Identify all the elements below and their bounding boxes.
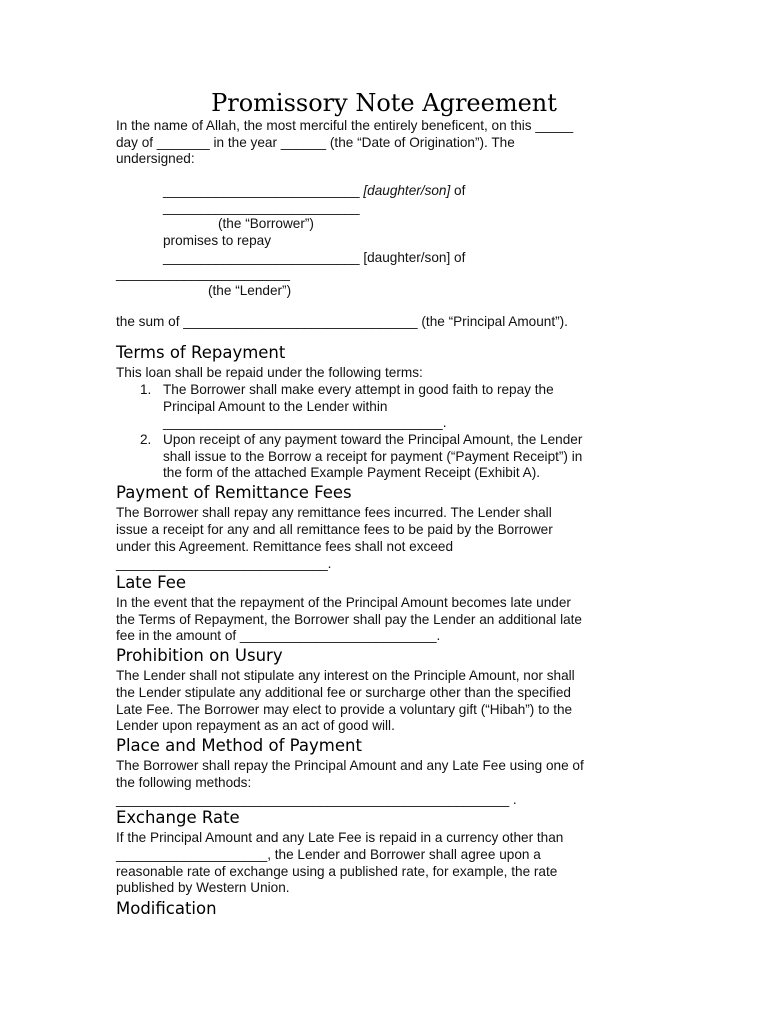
promise-text: promises to repay — [163, 233, 272, 248]
heading-modification: Modification — [116, 899, 217, 918]
heading-terms: Terms of Repayment — [116, 343, 286, 362]
terms-item-number: 1. — [140, 382, 152, 397]
usury-line: Late Fee. The Borrower may elect to provide a voluntary gift (“Hibah”) to the — [116, 702, 573, 717]
usury-line: The Lender shall not stipulate any interest on the Principle Amount, nor shall — [116, 668, 575, 683]
remittance-line: issue a receipt for any and all remittance fees to be paid by the Borrower — [116, 522, 553, 537]
usury-line: Lender upon repayment as an act of good will. — [116, 718, 395, 733]
lender-role: (the “Lender”) — [208, 283, 292, 298]
terms-item-line: Upon receipt of any payment toward the Principal Amount, the Lender — [163, 432, 583, 447]
usury-line: the Lender stipulate any additional fee or surcharge other than the specified — [116, 685, 571, 700]
heading-exchange: Exchange Rate — [116, 808, 240, 827]
intro-line: In the name of Allah, the most merciful the entirely beneficent, on this _____ — [116, 118, 574, 133]
borrower-of: of — [450, 183, 466, 198]
late-fee-line: the Terms of Repayment, the Borrower shall pay the Lender an additional late — [116, 612, 582, 627]
terms-item-line: Principal Amount to the Lender within — [163, 399, 388, 414]
terms-item-line: shall issue to the Borrow a receipt for payment (“Payment Receipt”) in — [163, 449, 583, 464]
terms-item-line: the form of the attached Example Payment Receipt (Exhibit A). — [163, 465, 541, 480]
remittance-line: under this Agreement. Remittance fees shall not exceed — [116, 539, 454, 554]
borrower-name-blank-2: __________________________ — [163, 200, 360, 215]
sum-line: the sum of _______________________________ (the “Principal Amount”). — [116, 314, 568, 329]
place-line: ____________________________________________________ . — [116, 792, 517, 807]
terms-item-line: _____________________________________. — [163, 415, 447, 430]
lender-name-blank: _______________________ — [116, 266, 290, 281]
heading-remittance: Payment of Remittance Fees — [116, 483, 352, 502]
terms-intro: This loan shall be repaid under the following terms: — [116, 365, 423, 380]
heading-late-fee: Late Fee — [116, 573, 187, 592]
intro-line: undersigned: — [116, 151, 195, 166]
borrower-name-blank: __________________________ — [163, 183, 360, 198]
borrower-role: (the “Borrower”) — [218, 216, 314, 231]
terms-item-line: The Borrower shall make every attempt in good faith to repay the — [163, 382, 554, 397]
late-fee-line: fee in the amount of __________________________. — [116, 628, 441, 643]
exchange-line: reasonable rate of exchange using a published rate, for example, the rate — [116, 864, 558, 879]
exchange-line: If the Principal Amount and any Late Fee is repaid in a currency other than — [116, 830, 564, 845]
exchange-line: ____________________, the Lender and Borrower shall agree upon a — [116, 847, 541, 862]
terms-item-number: 2. — [140, 432, 152, 447]
borrower-relation: [daughter/son] — [363, 183, 451, 198]
heading-place: Place and Method of Payment — [116, 736, 362, 755]
document-title: Promissory Note Agreement — [211, 89, 557, 117]
heading-usury: Prohibition on Usury — [116, 646, 283, 665]
exchange-line: published by Western Union. — [116, 880, 290, 895]
late-fee-line: In the event that the repayment of the Principal Amount becomes late under — [116, 595, 571, 610]
borrower-line — [163, 183, 465, 199]
remittance-line: ____________________________. — [116, 556, 332, 571]
remittance-line: The Borrower shall repay any remittance fees incurred. The Lender shall — [116, 505, 552, 520]
place-line: The Borrower shall repay the Principal Amount and any Late Fee using one of — [116, 758, 584, 773]
intro-line: day of _______ in the year ______ (the “Date of Origination”). The — [116, 135, 515, 150]
place-line: the following methods: — [116, 775, 252, 790]
lender-line: __________________________ [daughter/son] of — [163, 250, 466, 265]
